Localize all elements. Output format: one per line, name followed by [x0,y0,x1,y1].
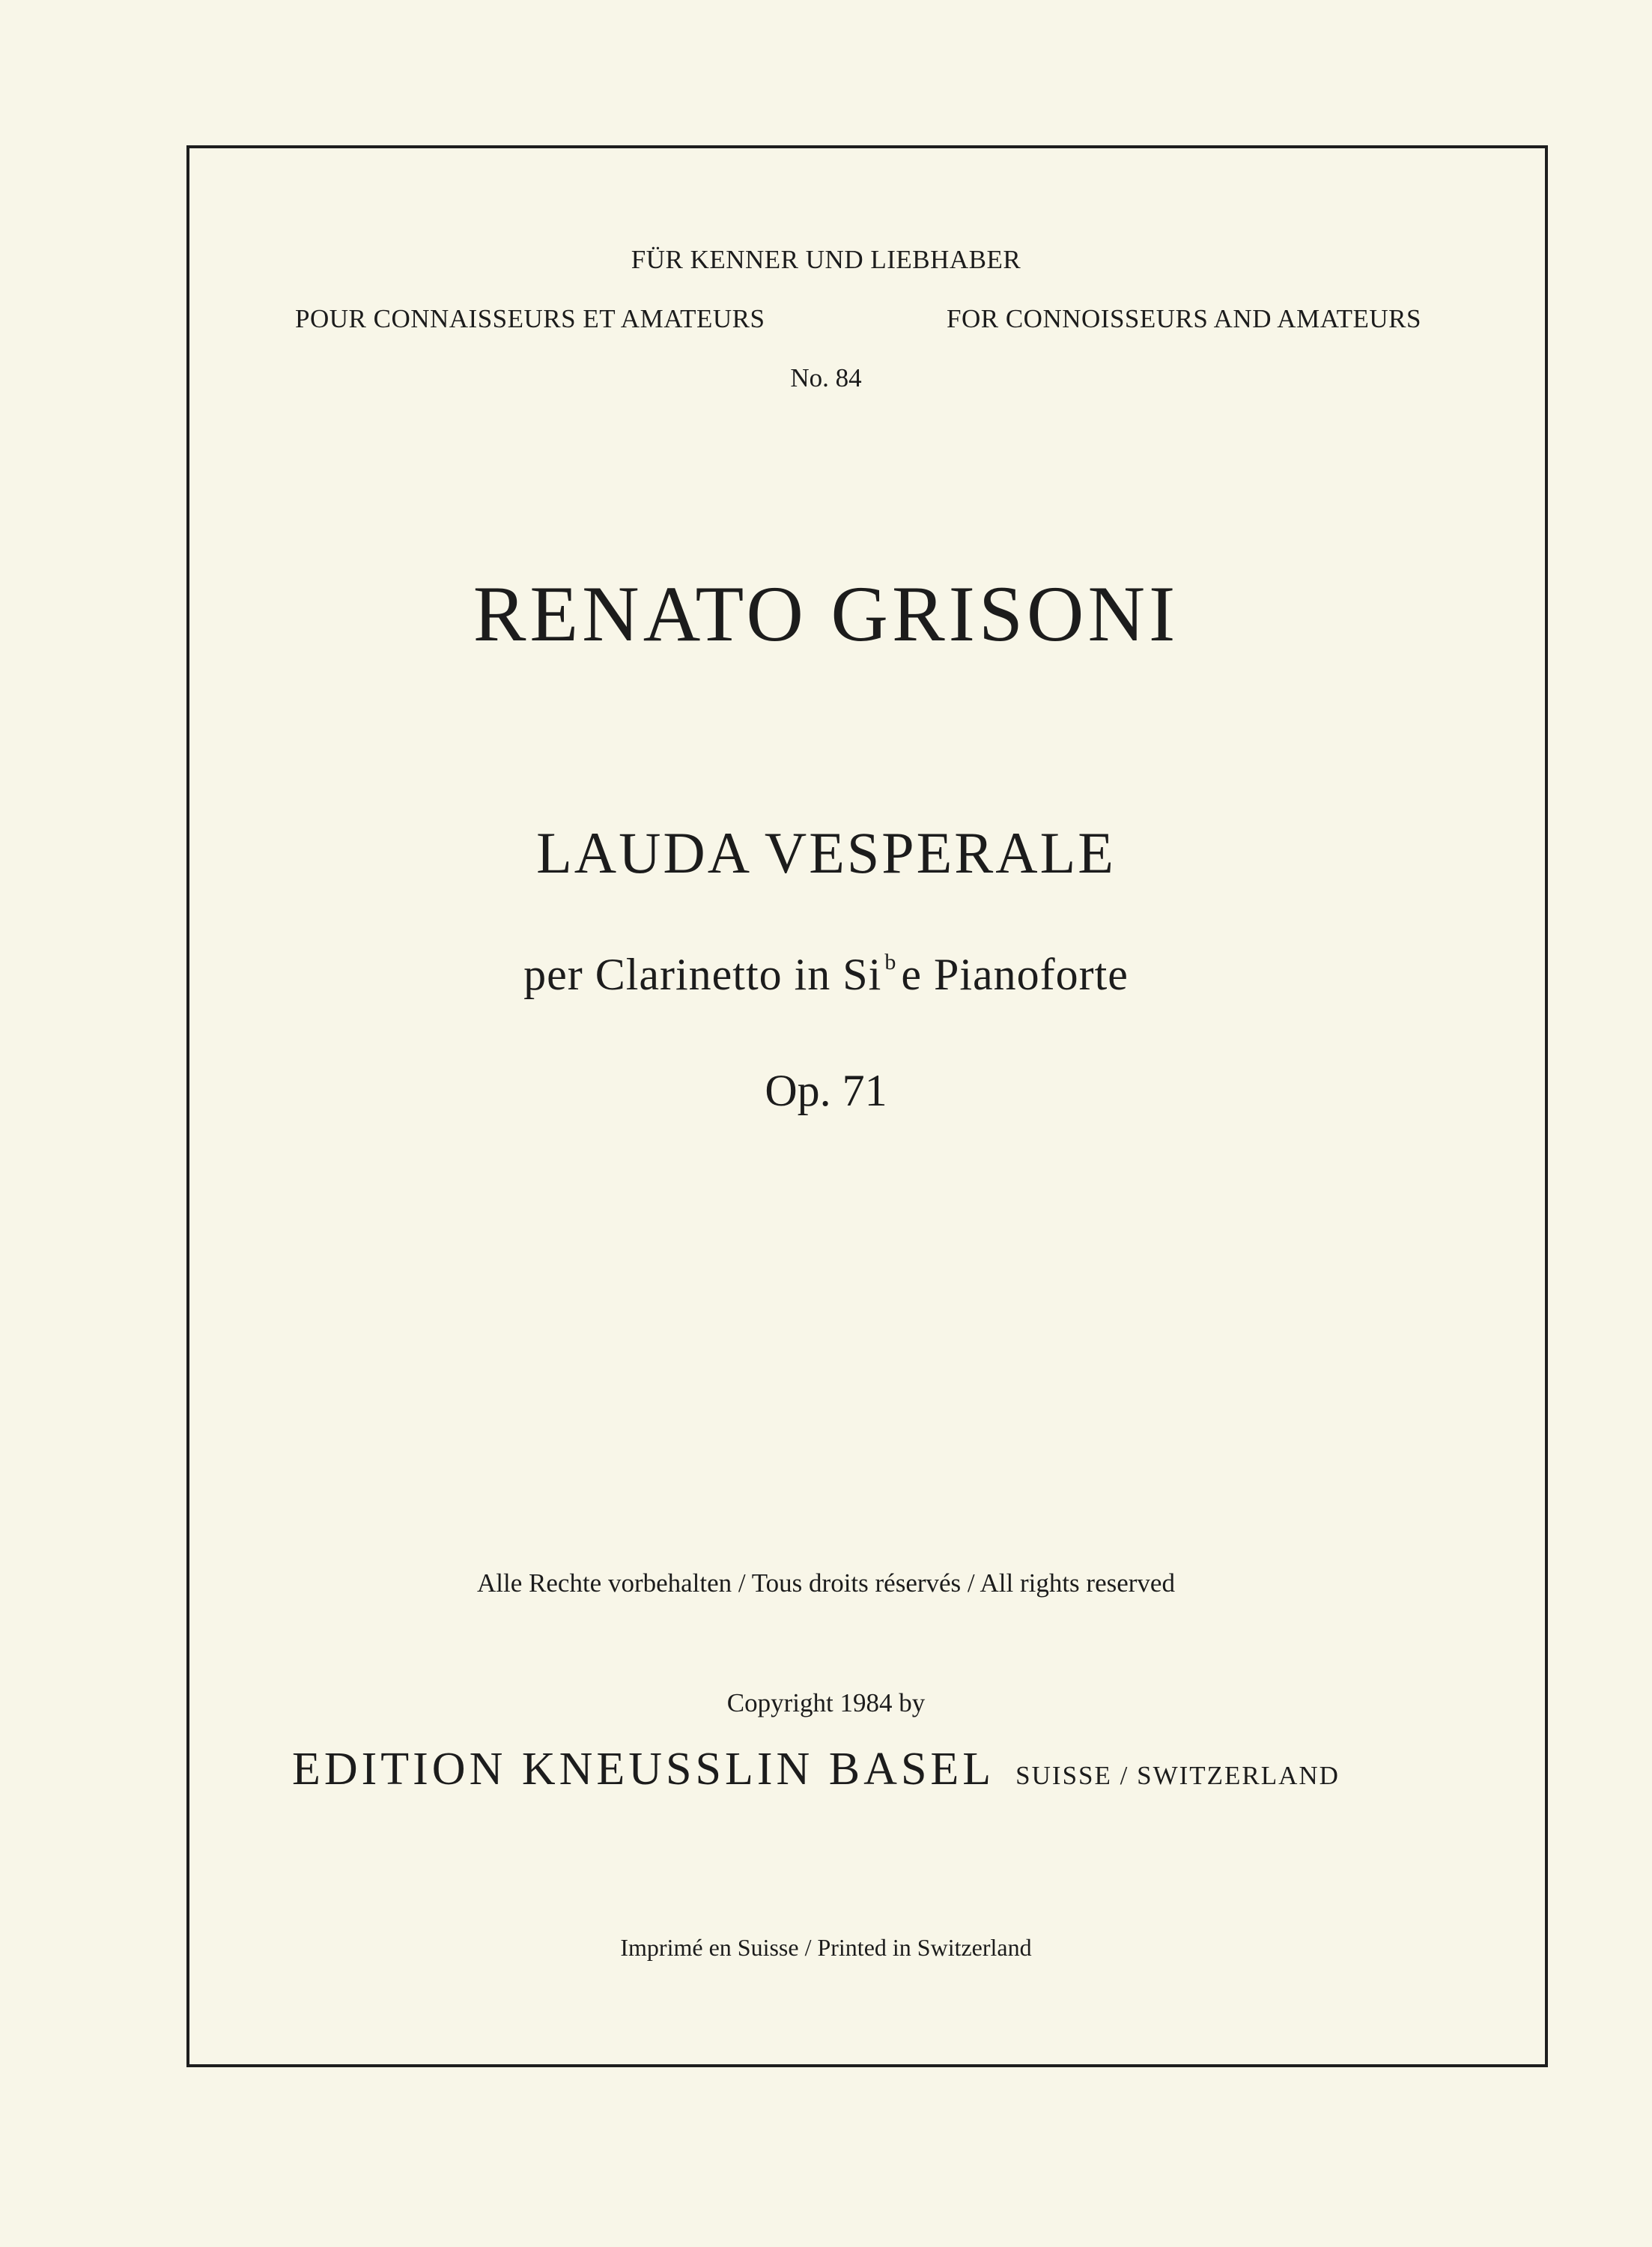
flat-sign: b [884,950,897,974]
composer-name: RENATO GRISONI [473,570,1179,658]
instrumentation-line [0,951,1652,997]
rights-notice: Alle Rechte vorbehalten / Tous droits réservés / All rights reserved [477,1568,1175,1598]
instrumentation-text-after: e Pianoforte [901,950,1129,999]
copyright-line: Copyright 1984 by [726,1688,926,1717]
series-title-english: FOR CONNOISSEURS AND AMATEURS [947,304,1421,333]
series-title-german: FÜR KENNER UND LIEBHABER [631,245,1021,274]
work-title: LAUDA VESPERALE [536,820,1116,885]
opus-number: Op. 71 [765,1066,887,1115]
series-number: No. 84 [790,363,862,392]
publisher-location: SUISSE / SWITZERLAND [1015,1761,1340,1790]
series-title-french: POUR CONNAISSEURS ET AMATEURS [295,304,765,333]
instrumentation-text-before: per Clarinetto in Si [523,950,882,999]
publisher-name: EDITION KNEUSSLIN BASEL [292,1744,995,1795]
printed-in-line: Imprimé en Suisse / Printed in Switzerland [620,1934,1032,1961]
publisher-row [292,1744,1340,1795]
